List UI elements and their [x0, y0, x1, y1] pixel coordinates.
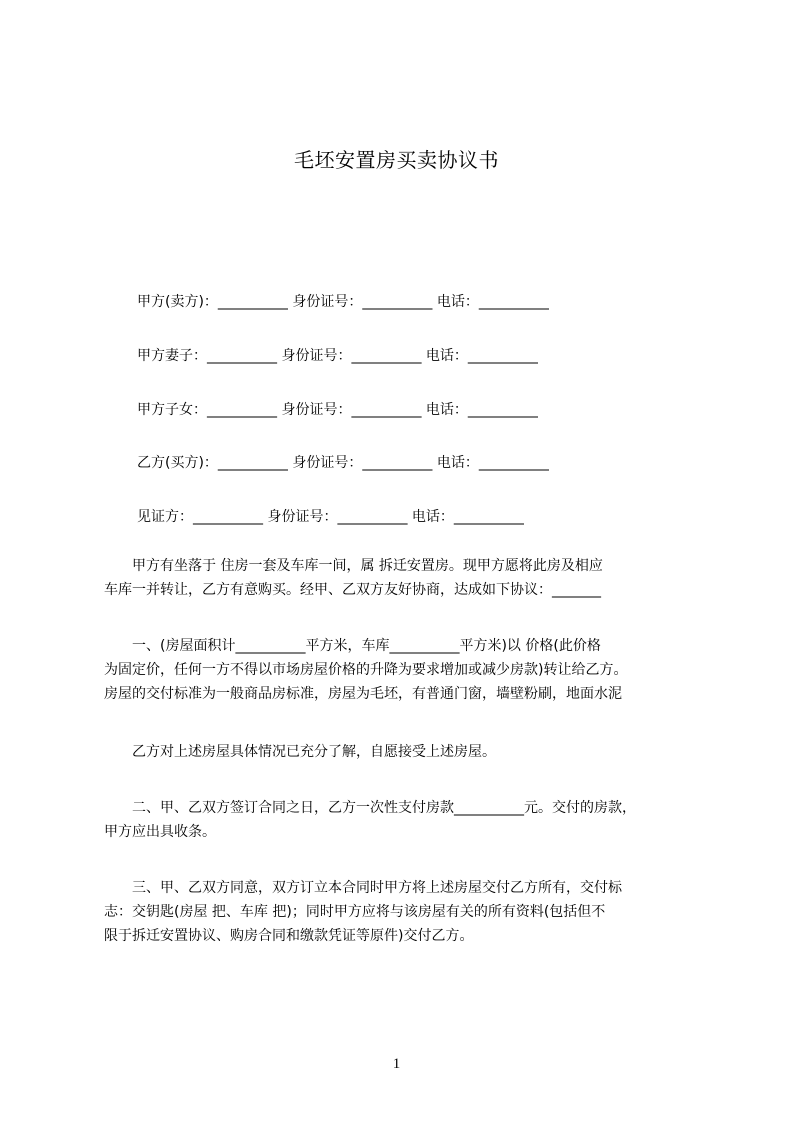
paragraph-line: 二、甲、乙双方签订合同之日，乙方一次性支付房款__________元。交付的房款， — [104, 800, 636, 816]
page-number: 1 — [392, 1056, 401, 1072]
paragraph-clause-1 — [104, 634, 704, 706]
document-title: 毛坯安置房买卖协议书 — [294, 148, 499, 172]
paragraph-line: 为固定价，任何一方不得以市场房屋价格的升降为要求增加或减少房款)转让给乙方。 — [104, 662, 628, 678]
paragraph-line: 一、(房屋面积计__________平方米，车库__________平方米)以 价格(此价格 — [104, 638, 601, 654]
party-buyer: 乙方(买方)：__________ 身份证号：__________ 电话：__________ — [137, 455, 549, 471]
paragraph-line: 甲方应出具收条。 — [104, 824, 216, 840]
paragraph-line: 乙方对上述房屋具体情况已充分了解，自愿接受上述房屋。 — [104, 744, 496, 760]
party-witness: 见证方：__________ 身份证号：__________ 电话：__________ — [137, 509, 524, 525]
party-seller-spouse: 甲方妻子：__________ 身份证号：__________ 电话：__________ — [137, 348, 538, 364]
paragraph-line: 房屋的交付标准为一般商品房标准，房屋为毛坯，有普通门窗，墙壁粉刷，地面水泥 — [104, 686, 622, 702]
paragraph-line: 甲方有坐落于 住房一套及车库一间，属 拆迁安置房。现甲方愿将此房及相应 — [104, 558, 603, 574]
paragraph-clause-2 — [104, 796, 704, 844]
paragraph-line: 限于拆迁安置协议、购房合同和缴款凭证等原件)交付乙方。 — [104, 928, 474, 944]
paragraph-line: 三、甲、乙双方同意，双方订立本合同时甲方将上述房屋交付乙方所有，交付标 — [104, 880, 622, 896]
party-seller: 甲方(卖方)：__________ 身份证号：__________ 电话：__________ — [137, 294, 549, 310]
paragraph-clause-3 — [104, 876, 704, 948]
party-seller-children: 甲方子女：__________ 身份证号：__________ 电话：__________ — [137, 402, 538, 418]
paragraph-line: 志：交钥匙(房屋 把、车库 把)；同时甲方应将与该房屋有关的所有资料(包括但不 — [104, 904, 606, 920]
paragraph-intro — [104, 554, 704, 602]
paragraph-line: 车库一并转让，乙方有意购买。经甲、乙双方友好协商，达成如下协议：_______ — [104, 582, 601, 598]
paragraph-acknowledgement — [104, 740, 704, 764]
